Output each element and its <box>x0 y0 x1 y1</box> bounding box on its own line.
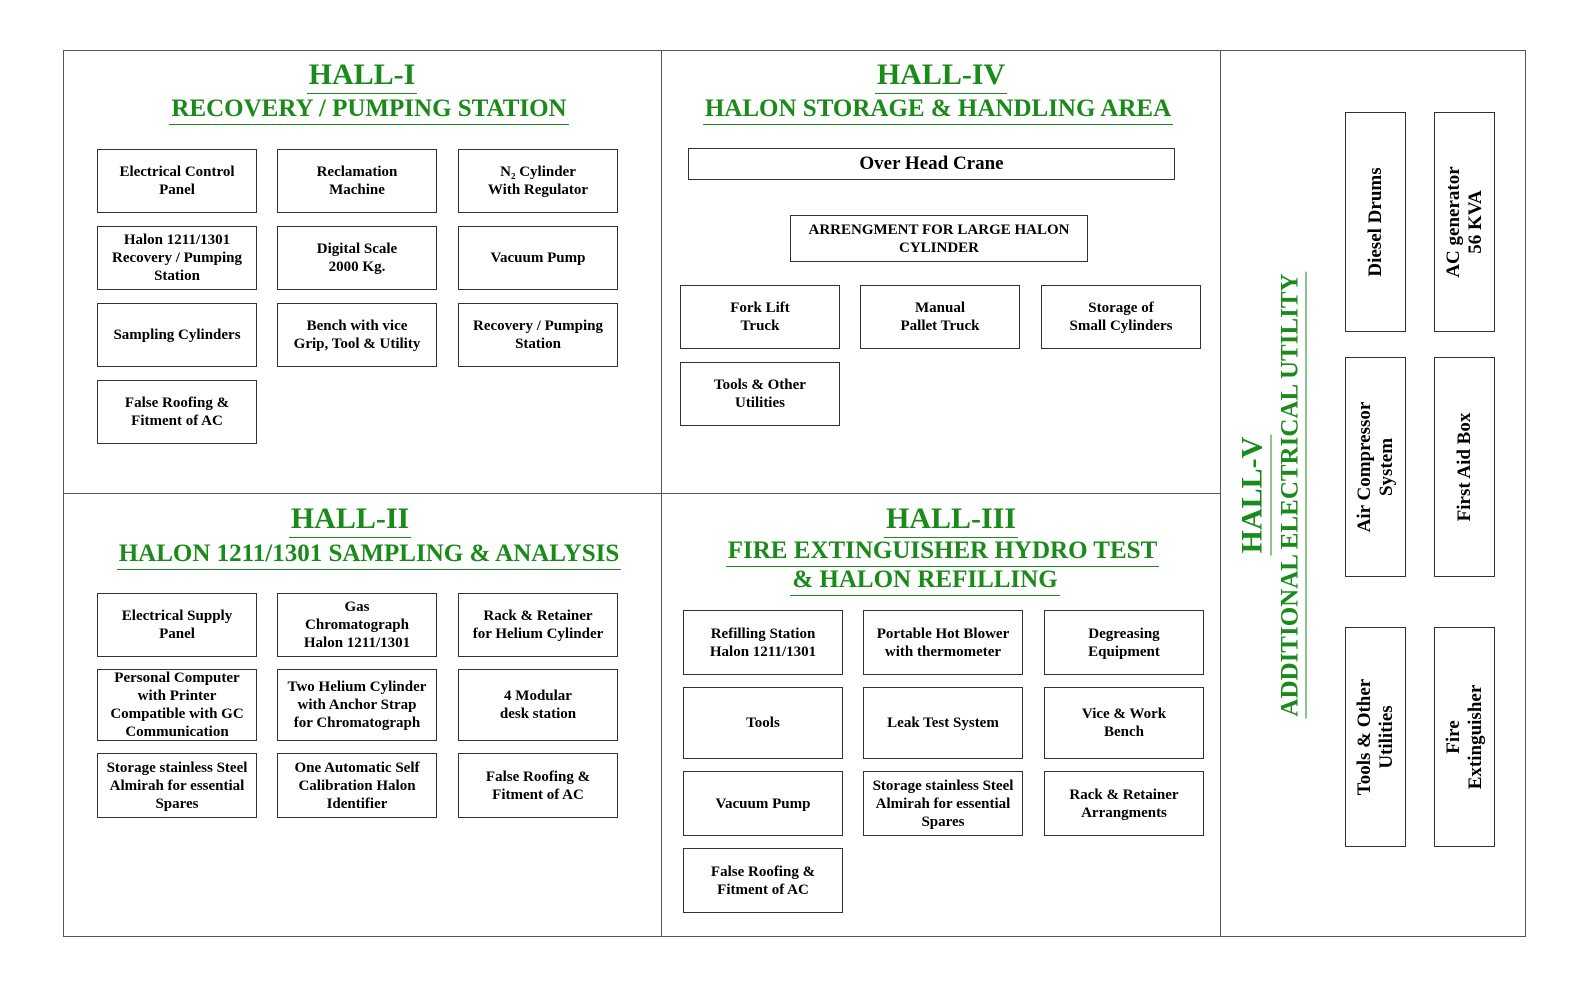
large-cylinder-arrangement: ARRENGMENT FOR LARGE HALON CYLINDER <box>790 215 1088 262</box>
hall5-item: Fire Extinguisher <box>1434 627 1495 847</box>
hall1-item: Electrical Control Panel <box>97 149 257 213</box>
hall3-item: Vacuum Pump <box>683 771 843 836</box>
hall1-item: N₂ Cylinder With Regulator <box>458 149 618 213</box>
hall3-title: HALL-III <box>662 504 1240 534</box>
hall1-title: HALL-I <box>63 60 661 90</box>
hall4-title: HALL-IV <box>662 60 1220 90</box>
hall1-item: Bench with vice Grip, Tool & Utility <box>277 303 437 367</box>
hall4-item: Tools & Other Utilities <box>680 362 840 426</box>
hall1-item: Reclamation Machine <box>277 149 437 213</box>
hall3-item: Leak Test System <box>863 687 1023 759</box>
hall5-title: HALL-V <box>1238 271 1268 718</box>
hall3-item: Vice & Work Bench <box>1044 687 1204 759</box>
hall2-title: HALL-II <box>63 504 637 534</box>
hall2-item: 4 Modular desk station <box>458 669 618 741</box>
hall5-item: Diesel Drums <box>1345 112 1406 332</box>
hall4-item: Manual Pallet Truck <box>860 285 1020 349</box>
hall1-item: Vacuum Pump <box>458 226 618 290</box>
hall1-item: Recovery / Pumping Station <box>458 303 618 367</box>
hall3-subtitle-line1: FIRE EXTINGUISHER HYDRO TEST <box>662 538 1223 563</box>
hall3-item: False Roofing & Fitment of AC <box>683 848 843 913</box>
hall5-item: Air Compressor System <box>1345 357 1406 577</box>
divider-hall5 <box>1220 50 1221 937</box>
hall5-item: AC generator 56 KVA <box>1434 112 1495 332</box>
hall2-item: False Roofing & Fitment of AC <box>458 753 618 818</box>
hall5-item: First Aid Box <box>1434 357 1495 577</box>
hall3-item: Refilling Station Halon 1211/1301 <box>683 610 843 675</box>
hall2-item: Gas Chromatograph Halon 1211/1301 <box>277 593 437 657</box>
hall3-subtitle-line2: & HALON REFILLING <box>662 567 1188 592</box>
hall2-item: One Automatic Self Calibration Halon Identifier <box>277 753 437 818</box>
hall2-item: Electrical Supply Panel <box>97 593 257 657</box>
hall5-item: Tools & Other Utilities <box>1345 627 1406 847</box>
hall1-item: Digital Scale 2000 Kg. <box>277 226 437 290</box>
hall3-item: Storage stainless Steel Almirah for essential Spares <box>863 771 1023 836</box>
hall2-item: Personal Computer with Printer Compatible with GC Communication <box>97 669 257 741</box>
hall2-item: Rack & Retainer for Helium Cylinder <box>458 593 618 657</box>
hall1-item: Halon 1211/1301 Recovery / Pumping Station <box>97 226 257 290</box>
hall4-subtitle: HALON STORAGE & HANDLING AREA <box>662 96 1214 121</box>
hall3-item: Tools <box>683 687 843 759</box>
hall3-item: Degreasing Equipment <box>1044 610 1204 675</box>
hall2-subtitle: HALON 1211/1301 SAMPLING & ANALYSIS <box>70 541 668 566</box>
hall2-item: Two Helium Cylinder with Anchor Strap for Chromatograph <box>277 669 437 741</box>
hall3-item: Portable Hot Blower with thermometer <box>863 610 1023 675</box>
hall1-item: False Roofing & Fitment of AC <box>97 380 257 444</box>
hall3-item: Rack & Retainer Arrangments <box>1044 771 1204 836</box>
hall1-subtitle: RECOVERY / PUMPING STATION <box>70 96 668 121</box>
hall2-item: Storage stainless Steel Almirah for essential Spares <box>97 753 257 818</box>
hall4-item: Fork Lift Truck <box>680 285 840 349</box>
hall1-item: Sampling Cylinders <box>97 303 257 367</box>
overhead-crane: Over Head Crane <box>688 148 1175 180</box>
divider-top-bottom <box>63 493 1220 494</box>
hall5-subtitle: ADDITIONAL ELECTRICAL UTILITY <box>1278 271 1303 718</box>
hall4-item: Storage of Small Cylinders <box>1041 285 1201 349</box>
